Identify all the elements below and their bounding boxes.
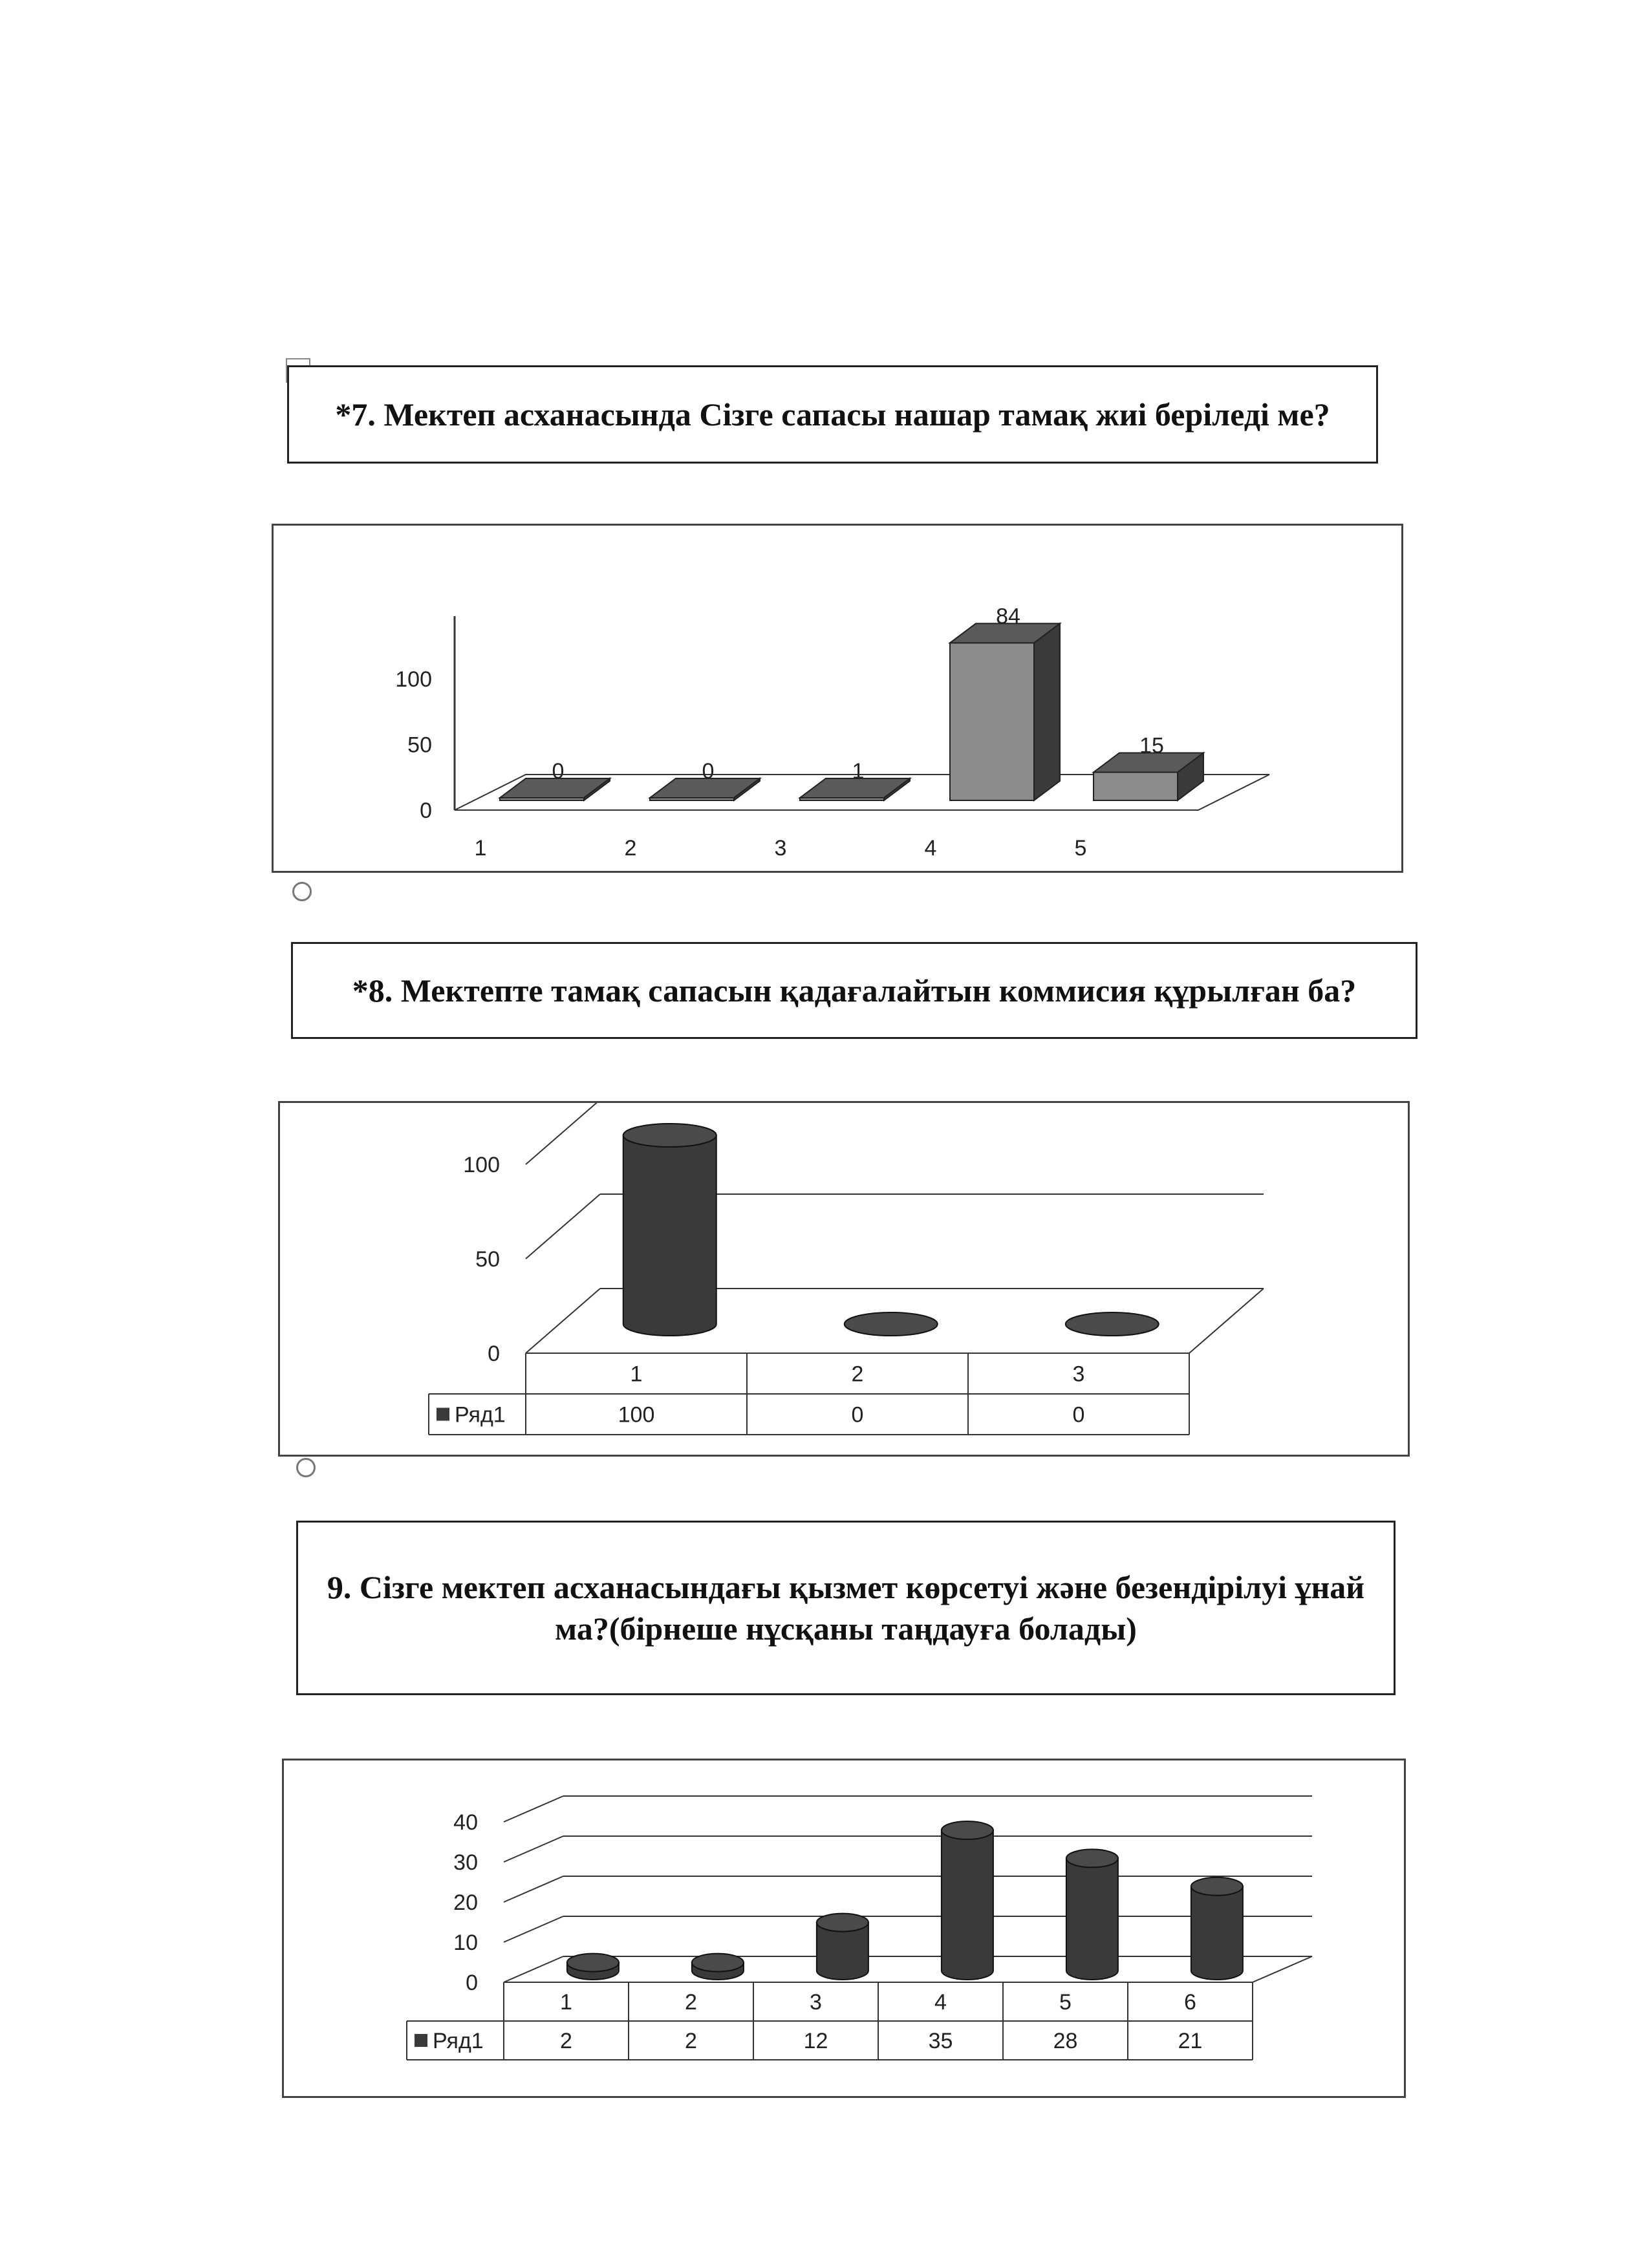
chart-1 xyxy=(274,526,1405,875)
bar-top xyxy=(817,1914,868,1932)
x-tick-label: 2 xyxy=(851,1362,864,1387)
question-9-box xyxy=(296,1521,1396,1695)
grid-diagonal xyxy=(526,1103,600,1164)
chart-2 xyxy=(280,1103,1412,1459)
table-value: 12 xyxy=(803,2029,828,2053)
bar-top xyxy=(1066,1312,1159,1336)
x-tick-label: 1 xyxy=(560,1990,572,2015)
bar-top xyxy=(623,1124,717,1147)
x-tick-label: 2 xyxy=(624,836,637,861)
x-tick-label: 4 xyxy=(934,1990,947,2015)
x-tick-label: 5 xyxy=(1059,1990,1072,2015)
circle-artifact xyxy=(292,882,312,901)
table-value: 100 xyxy=(618,1402,655,1428)
table-value: 35 xyxy=(928,2029,953,2053)
y-tick-label: 50 xyxy=(407,733,432,758)
data-label: 0 xyxy=(552,759,565,784)
x-tick-label: 1 xyxy=(474,836,487,861)
bar-top xyxy=(567,1954,619,1972)
bar xyxy=(942,1830,993,1980)
x-tick-label: 3 xyxy=(774,836,787,861)
y-tick-label: 40 xyxy=(453,1810,478,1835)
x-tick-label: 4 xyxy=(924,836,937,861)
y-tick-label: 100 xyxy=(463,1153,500,1177)
grid-diagonal xyxy=(526,1194,600,1259)
y-tick-label: 10 xyxy=(453,1931,478,1955)
question-7-box xyxy=(287,365,1378,464)
bar-side xyxy=(1034,623,1060,800)
bar xyxy=(1066,1858,1118,1980)
table-value: 0 xyxy=(851,1402,864,1428)
bar xyxy=(623,1135,717,1336)
y-tick-label: 0 xyxy=(466,1971,478,1995)
y-tick-label: 30 xyxy=(453,1850,478,1875)
chart-2-frame xyxy=(278,1101,1410,1457)
x-tick-label: 2 xyxy=(685,1990,697,2015)
grid-diagonal xyxy=(504,1836,563,1862)
grid-diagonal xyxy=(526,1289,600,1353)
circle-artifact xyxy=(296,1458,316,1477)
floor-edge xyxy=(1253,1956,1312,1982)
x-tick-label: 1 xyxy=(630,1362,643,1387)
y-tick-label: 100 xyxy=(395,667,432,692)
x-tick-label: 6 xyxy=(1184,1990,1196,2015)
floor-edge xyxy=(1189,1289,1264,1353)
bar-top xyxy=(1191,1878,1243,1896)
table-value: 21 xyxy=(1178,2029,1203,2053)
bar xyxy=(1094,773,1178,801)
grid-diagonal xyxy=(504,1916,563,1942)
question-9-text: 9. Сізге мектеп асханасындағы қызмет көрсетуі және безендірілуі ұнай ма?(бірнеше нұсқаны таңдауға болады) xyxy=(327,1569,1365,1647)
x-tick-label: 5 xyxy=(1074,836,1087,861)
question-8-box xyxy=(291,942,1417,1039)
question-8-text: *8. Мектепте тамақ сапасын қадағалайтын коммисия құрылған ба? xyxy=(352,972,1357,1009)
table-value: 0 xyxy=(1072,1402,1085,1428)
y-tick-label: 50 xyxy=(475,1247,500,1272)
data-label: 1 xyxy=(852,759,865,784)
chart-3-frame xyxy=(282,1759,1406,2098)
data-label: 15 xyxy=(1139,733,1164,758)
bar-top xyxy=(942,1821,993,1839)
x-tick-label: 3 xyxy=(1072,1362,1085,1387)
chart-1-frame xyxy=(272,524,1403,873)
bar-top xyxy=(692,1954,744,1972)
legend-series-name: Ряд1 xyxy=(455,1402,506,1428)
y-tick-label: 20 xyxy=(453,1890,478,1915)
y-tick-label: 0 xyxy=(420,798,432,823)
legend-series-name: Ряд1 xyxy=(433,2029,484,2053)
grid-diagonal xyxy=(504,1956,563,1982)
legend-swatch xyxy=(415,2034,427,2047)
chart-3 xyxy=(284,1760,1408,2100)
bar-top xyxy=(1066,1849,1118,1867)
data-label: 0 xyxy=(702,759,715,784)
table-value: 28 xyxy=(1053,2029,1078,2053)
bar xyxy=(950,643,1034,800)
bar-top xyxy=(845,1312,938,1336)
table-value: 2 xyxy=(560,2029,572,2053)
data-label: 84 xyxy=(996,604,1020,629)
grid-diagonal xyxy=(504,1876,563,1902)
legend-swatch xyxy=(436,1408,449,1421)
y-tick-label: 0 xyxy=(488,1342,500,1366)
table-value: 2 xyxy=(685,2029,697,2053)
grid-diagonal xyxy=(504,1796,563,1822)
bar xyxy=(1191,1887,1243,1980)
x-tick-label: 3 xyxy=(810,1990,822,2015)
question-7-text: *7. Мектеп асханасында Сізге сапасы нашар тамақ жиі беріледі ме? xyxy=(335,396,1330,433)
